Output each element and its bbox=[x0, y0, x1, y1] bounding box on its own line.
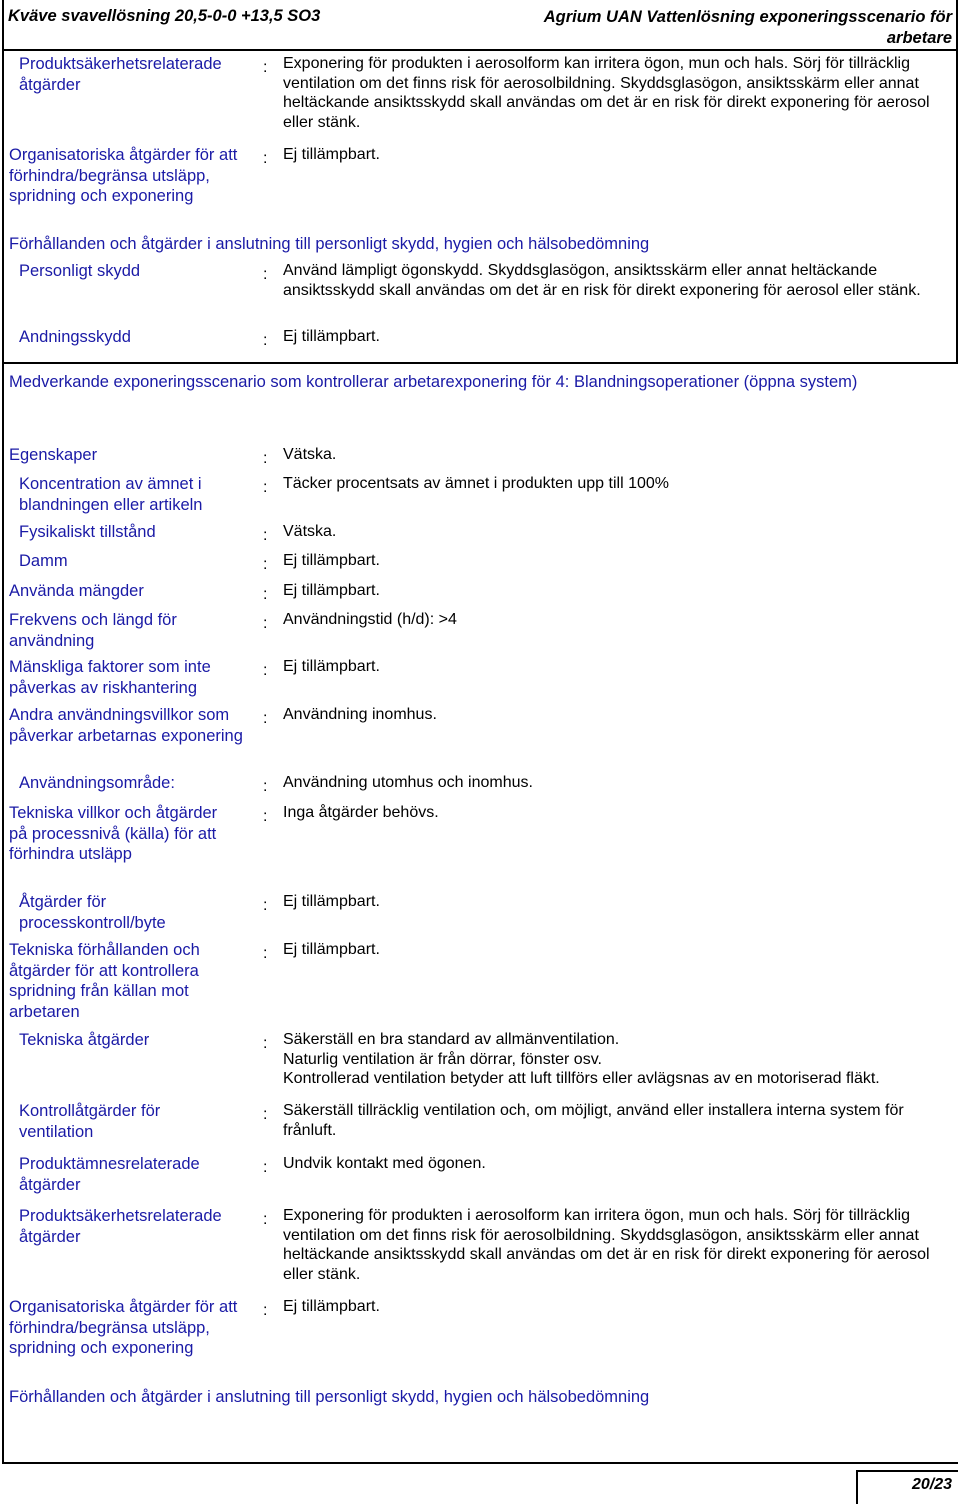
row-label: Tekniska förhållanden och åtgärder för att kontrollera spridning från källan mot arbetaren bbox=[9, 941, 200, 1021]
row-label: Damm bbox=[19, 552, 68, 570]
value-line: Naturlig ventilation är från dörrar, fönster osv. bbox=[283, 1050, 602, 1068]
row-colon: : bbox=[263, 1159, 268, 1176]
section-divider bbox=[2, 362, 958, 364]
scenario-4-heading: Medverkande exponeringsscenario som kontrollerar arbetarexponering för 4: Blandningsoperationer (öppna system) bbox=[9, 373, 858, 391]
value-line: Kontrollerad ventilation betyder att luft tillförs eller avlägsnas av en motoriserad fläkt. bbox=[283, 1070, 880, 1087]
row-value: Säkerställ tillräcklig ventilation och, om möjligt, använd eller installera interna system för frånluft. bbox=[283, 1102, 904, 1139]
product-title: Kväve svavellösning 20,5-0-0 +13,5 SO3 bbox=[8, 7, 321, 25]
row-colon: : bbox=[263, 1035, 268, 1052]
row-label: Organisatoriska åtgärder för att förhindra/begränsa utsläpp, spridning och exponering bbox=[9, 146, 238, 205]
row-value: Ej tillämpbart. bbox=[283, 552, 380, 569]
row-label: Produktsäkerhetsrelaterade åtgärder bbox=[19, 55, 222, 94]
row-value bbox=[283, 1030, 951, 1089]
row-value: Täcker procentsats av ämnet i produkten upp till 100% bbox=[283, 475, 669, 492]
row-colon: : bbox=[263, 266, 268, 283]
row-label: Användningsområde: bbox=[19, 774, 175, 792]
row-value: Användning utomhus och inomhus. bbox=[283, 774, 533, 791]
row-label: Tekniska åtgärder bbox=[19, 1031, 150, 1049]
page-number-box bbox=[856, 1470, 958, 1504]
row-label: Mänskliga faktorer som inte påverkas av riskhantering bbox=[9, 658, 211, 697]
row-colon: : bbox=[263, 586, 268, 603]
row-colon: : bbox=[263, 945, 268, 962]
row-colon: : bbox=[263, 808, 268, 825]
row-label: Koncentration av ämnet i blandningen eller artikeln bbox=[19, 475, 203, 514]
row-colon: : bbox=[263, 1302, 268, 1319]
page-header bbox=[0, 0, 960, 50]
row-colon: : bbox=[263, 59, 268, 76]
page-number: 20/23 bbox=[911, 1476, 952, 1493]
row-colon: : bbox=[263, 332, 268, 349]
row-label: Andningsskydd bbox=[19, 328, 131, 346]
ppe-heading-2: Förhållanden och åtgärder i anslutning till personligt skydd, hygien och hälsobedömning bbox=[9, 1388, 650, 1406]
row-value: Användning inomhus. bbox=[283, 706, 437, 723]
row-colon: : bbox=[263, 710, 268, 727]
row-value: Vätska. bbox=[283, 446, 337, 463]
row-value: Inga åtgärder behövs. bbox=[283, 804, 439, 821]
row-colon: : bbox=[263, 615, 268, 632]
row-label: Produktsäkerhetsrelaterade åtgärder bbox=[19, 1207, 222, 1246]
row-label: Frekvens och längd för användning bbox=[9, 611, 177, 650]
row-label: Använda mängder bbox=[9, 582, 144, 600]
row-colon: : bbox=[263, 1211, 268, 1228]
row-value: Användningstid (h/d): >4 bbox=[283, 611, 457, 628]
row-value: Exponering för produkten i aerosolform kan irritera ögon, mun och hals. Sörj för tillräcklig ventilation om det finns risk för aerosolbildning. Skyddsglasögon, ansiktsskärm eller annat heltäckande ansiktsskydd skall användas om det är en risk för direkt exponering för aerosol eller stänk. bbox=[283, 55, 930, 131]
row-colon: : bbox=[263, 897, 268, 914]
scenario-title: Agrium UAN Vattenlösning exponeringsscenario för arbetare bbox=[543, 8, 952, 47]
row-label: Andra användningsvillkor som påverkar arbetarnas exponering bbox=[9, 706, 243, 745]
row-label: Kontrollåtgärder för ventilation bbox=[19, 1102, 161, 1141]
row-value: Ej tillämpbart. bbox=[283, 1298, 380, 1315]
value-line: Säkerställ en bra standard av allmänventilation. bbox=[283, 1031, 620, 1048]
row-colon: : bbox=[263, 662, 268, 679]
row-value: Undvik kontakt med ögonen. bbox=[283, 1155, 486, 1172]
row-value: Ej tillämpbart. bbox=[283, 893, 380, 910]
row-colon: : bbox=[263, 150, 268, 167]
header-divider bbox=[4, 49, 956, 51]
footer-divider bbox=[2, 1462, 958, 1464]
row-colon: : bbox=[263, 1106, 268, 1123]
row-colon: : bbox=[263, 450, 268, 467]
row-value: Ej tillämpbart. bbox=[283, 582, 380, 599]
row-label: Personligt skydd bbox=[19, 262, 141, 280]
row-label: Organisatoriska åtgärder för att förhindra/begränsa utsläpp, spridning och exponering bbox=[9, 1298, 238, 1357]
row-label: Fysikaliskt tillstånd bbox=[19, 523, 156, 541]
right-border bbox=[956, 0, 958, 362]
row-colon: : bbox=[263, 479, 268, 496]
row-value: Exponering för produkten i aerosolform kan irritera ögon, mun och hals. Sörj för tillräcklig ventilation om det finns risk för aerosolbildning. Skyddsglasögon, ansiktsskärm eller annat heltäckande ansiktsskydd skall användas om det är en risk för direkt exponering för aerosol eller stänk. bbox=[283, 1207, 930, 1283]
row-label: Produktämnesrelaterade åtgärder bbox=[19, 1155, 200, 1194]
row-value: Ej tillämpbart. bbox=[283, 146, 380, 163]
row-value: Ej tillämpbart. bbox=[283, 658, 380, 675]
row-value: Ej tillämpbart. bbox=[283, 941, 380, 958]
row-label: Åtgärder för processkontroll/byte bbox=[19, 893, 166, 932]
row-colon: : bbox=[263, 778, 268, 795]
row-colon: : bbox=[263, 527, 268, 544]
ppe-heading: Förhållanden och åtgärder i anslutning till personligt skydd, hygien och hälsobedömning bbox=[9, 235, 650, 253]
row-label: Tekniska villkor och åtgärder på processnivå (källa) för att förhindra utsläpp bbox=[9, 804, 218, 863]
row-value: Ej tillämpbart. bbox=[283, 328, 380, 345]
row-value: Vätska. bbox=[283, 523, 337, 540]
row-value: Använd lämpligt ögonskydd. Skyddsglasögon, ansiktsskärm eller annat heltäckande ansiktsskydd skall användas om det är en risk för direkt exponering för aerosol eller stänk. bbox=[283, 262, 921, 299]
row-label: Egenskaper bbox=[9, 446, 98, 464]
left-border bbox=[2, 0, 4, 1462]
row-colon: : bbox=[263, 556, 268, 573]
